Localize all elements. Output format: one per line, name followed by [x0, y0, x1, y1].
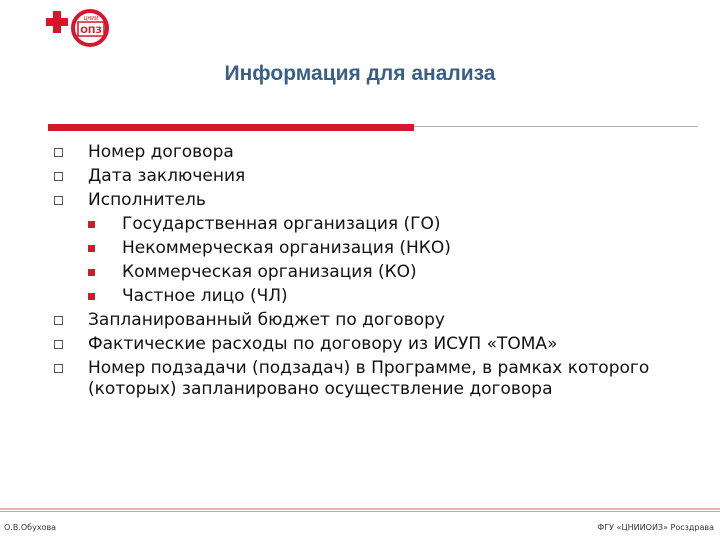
- sub-list-item: [48, 284, 688, 308]
- list-item: [48, 140, 688, 164]
- red-square-bullet-icon: [88, 293, 95, 300]
- footer-divider: [0, 511, 720, 512]
- sub-list-item: [48, 236, 688, 260]
- hollow-square-bullet-icon: [54, 172, 63, 181]
- sub-list-item-text: Частное лицо (ЧЛ): [122, 286, 288, 306]
- hollow-square-bullet-icon: [54, 148, 63, 157]
- sub-list-item-text: Государственная организация (ГО): [122, 214, 441, 234]
- red-square-bullet-icon: [88, 245, 95, 252]
- sub-list-item-text: Некоммерческая организация (НКО): [122, 238, 451, 258]
- list-item-text: Дата заключения: [88, 166, 246, 186]
- list-item: [48, 308, 688, 332]
- hollow-square-bullet-icon: [54, 364, 63, 373]
- list-item-text: Номер подзадачи (подзадач) в Программе, в рамках которого (которых) запланировано осуществление договора: [88, 358, 650, 399]
- sub-list-item: [48, 260, 688, 284]
- list-item: [48, 164, 688, 188]
- red-square-bullet-icon: [88, 269, 95, 276]
- hollow-square-bullet-icon: [54, 316, 63, 325]
- list-item: [48, 332, 688, 356]
- footer-accent-line: [0, 508, 720, 510]
- list-item: [48, 188, 688, 212]
- sub-list-item: [48, 212, 688, 236]
- footer-organization: ФГУ «ЦНИИОИЗ» Росздрава: [597, 523, 714, 532]
- organization-logo: [40, 4, 120, 48]
- footer-author: О.В.Обухова: [4, 523, 57, 532]
- list-item-text: Фактические расходы по договору из ИСУП «ТОМА»: [88, 334, 558, 354]
- slide-title: Информация для анализа: [224, 62, 496, 85]
- list-item: [48, 356, 688, 400]
- logo-small-text: ЦНИИ: [83, 16, 99, 22]
- hollow-square-bullet-icon: [54, 196, 63, 205]
- bullet-list: [48, 140, 688, 400]
- title-accent-bar: [48, 124, 414, 131]
- hollow-square-bullet-icon: [54, 340, 63, 349]
- logo-text: ОПЗ: [80, 26, 102, 36]
- red-square-bullet-icon: [88, 221, 95, 228]
- sub-list-item-text: Коммерческая организация (КО): [122, 262, 417, 282]
- list-item-text: Исполнитель: [88, 190, 206, 210]
- list-item-text: Запланированный бюджет по договору: [88, 310, 445, 330]
- list-item-text: Номер договора: [88, 142, 234, 162]
